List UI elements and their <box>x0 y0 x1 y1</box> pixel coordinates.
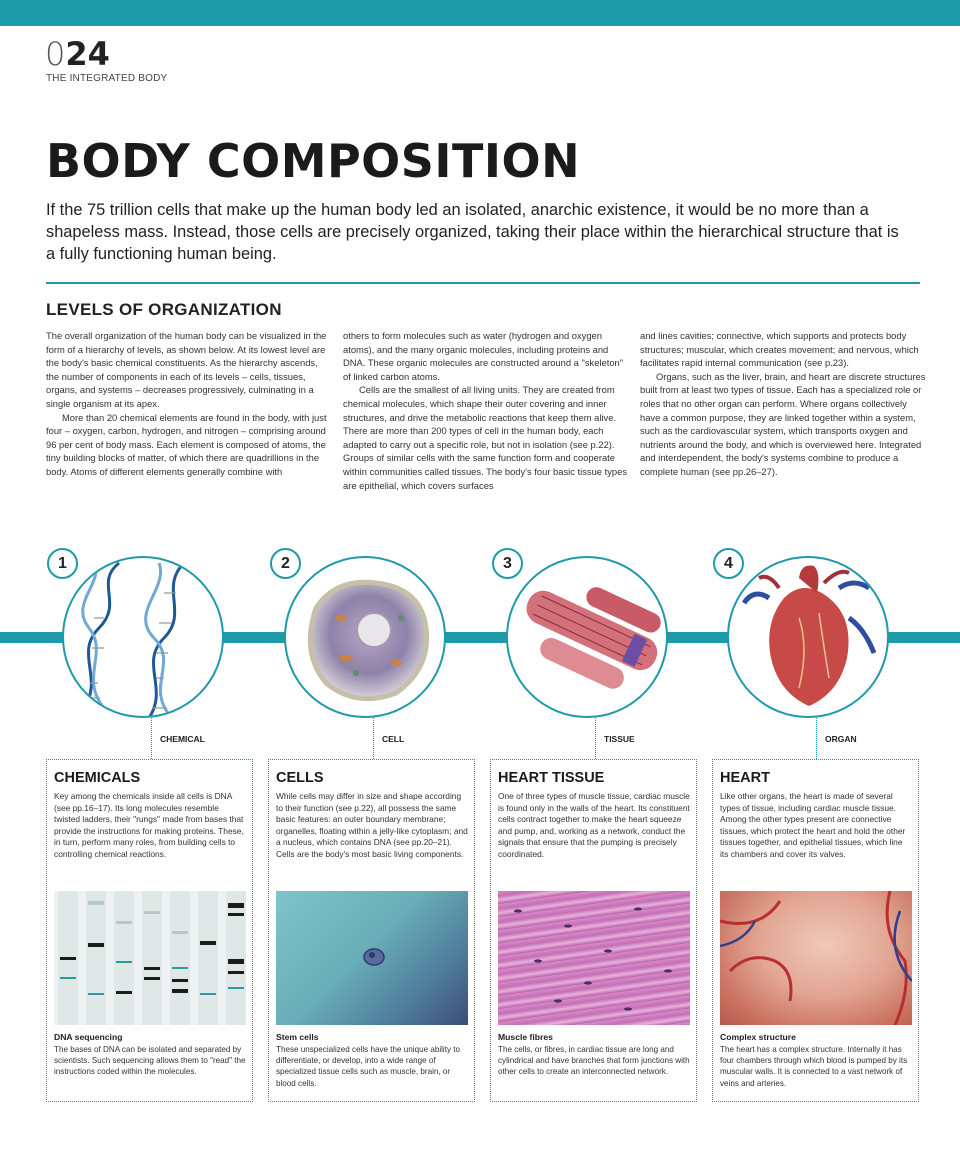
connector-line <box>595 718 596 759</box>
heart-structure-image <box>720 891 912 1025</box>
stage-number: 3 <box>492 548 523 579</box>
image-caption-title: DNA sequencing <box>54 1032 123 1042</box>
intro-paragraph: If the 75 trillion cells that make up the human body led an isolated, anarchic existence, it would be no more than a shapeless mass. Instead, those cells are precisely organized, taking their place within the hierarchical structure that is a fully functioning human being. <box>46 201 899 263</box>
card-body: Key among the chemicals inside all cells is DNA (see pp.16–17). Its long molecules resemble twisted ladders, their "rungs" made from bases that provide the instructions for making proteins. These, in turn, perform many roles, from building cells to controlling chemical reactions. <box>54 791 244 859</box>
stage-label: CHEMICAL <box>160 734 205 744</box>
cells-card <box>268 759 475 1102</box>
blood-vessels-icon <box>720 891 912 1025</box>
stage-number: 4 <box>713 548 744 579</box>
cell-icon <box>286 558 446 718</box>
heart-card <box>712 759 919 1102</box>
card-body: Like other organs, the heart is made of several types of tissue, including cardiac muscle tissue. Among the other types present are connective tissues, which protect the heart and hold the other tissues together, and epithelial tissues, which line its chambers and cover its valves. <box>720 791 906 859</box>
muscle-nuclei-icon <box>498 891 690 1025</box>
image-caption-title: Stem cells <box>276 1032 319 1042</box>
page-number-value: 24 <box>65 35 110 73</box>
text-column-2 <box>343 329 629 492</box>
card-body: One of three types of muscle tissue, cardiac muscle is found only in the walls of the heart. Its constituent cells contract together to make the heart squeeze and pump, and, working as a network, conduct the signals that ensure that the pumping is precisely coordinated. <box>498 791 690 859</box>
heart-icon <box>729 558 889 718</box>
image-caption: The bases of DNA can be isolated and separated by scientists. Such sequencing allows them to "read" the instructions coded within the molecules. <box>54 1045 246 1077</box>
dna-helix-icon <box>64 558 224 718</box>
card-title: CELLS <box>276 770 324 786</box>
cell-illustration <box>284 556 446 718</box>
card-title: CHEMICALS <box>54 770 141 786</box>
levels-heading: LEVELS OF ORGANIZATION <box>46 300 282 319</box>
top-accent-bar <box>0 0 960 26</box>
image-caption: The cells, or fibres, in cardiac tissue are long and cylindrical and have branches that form junctions with other cells to create an interconnected network. <box>498 1045 690 1077</box>
tissue-illustration <box>506 556 668 718</box>
stage-label: TISSUE <box>604 734 635 744</box>
stem-cell-icon <box>276 891 468 1025</box>
connector-line <box>816 718 817 759</box>
card-body: While cells may differ in size and shape according to their function (see p.22), all possess the same basic features: an outer boundary membrane; organelles, floating within a jelly-like cytoplasm; and a nucleus, which contains DNA (see pp.20–21). Cells are the body's most basic living components. <box>276 791 468 859</box>
stage-number: 1 <box>47 548 78 579</box>
stage-label: CELL <box>382 734 405 744</box>
image-caption: The heart has a complex structure. Internally it has four chambers through which blood is pumped by its muscular walls. It is connected to a vast network of veins and arteries. <box>720 1045 908 1088</box>
stem-cells-image <box>276 891 468 1025</box>
connector-line <box>151 718 152 759</box>
stage-label: ORGAN <box>825 734 857 744</box>
card-title: HEART TISSUE <box>498 770 605 786</box>
stage-number: 2 <box>270 548 301 579</box>
paragraph: Cells are the smallest of all living units. They are created from chemical molecules, which shape their outer covering and inner structures, and drive the metabolic reactions that keep them alive. There are more than 200 types of cell in the human body, each adapted to carry out a specific role, but not in isolation (see p.22). Groups of similar cells with the same function form and cooperate within communities called tissues. The body's four basic tissue types are epithelial, which covers surfaces <box>343 384 628 491</box>
section-label: THE INTEGRATED BODY <box>46 73 168 84</box>
page-number-prefix: 0 <box>45 35 66 73</box>
paragraph: others to form molecules such as water (hydrogen and oxygen atoms), and the many organic molecules, including proteins and DNA. These organic molecules are constructed around a "skeleton" of linked carbon atoms. <box>343 330 624 382</box>
paragraph: Organs, such as the liver, brain, and heart are discrete structures built from at least two types of tissue. Each has a specialized role or roles that no other organ can perform. Where organs collectively have a common purpose, they are linked together within a system, such as the cardiovascular system, which transports oxygen and nutrients around the body, and which is overviewed here. Integrated and interdependent, the body's systems combine to produce a complete human (see pp.26–27). <box>640 370 926 477</box>
page-number <box>45 35 110 73</box>
chemicals-card <box>46 759 253 1102</box>
image-caption-title: Complex structure <box>720 1032 796 1042</box>
paragraph: The overall organization of the human body can be visualized in the form of a hierarchy of levels, as shown below. At its lowest level are the body's basic chemical constituents. As the hierarchy ascends, the number of components in each of its levels – cells, tissues, organs, and systems – decreases progressively, culminating in a single organism at its apex. <box>46 330 327 409</box>
connector-line <box>373 718 374 759</box>
dna-sequencing-image <box>54 891 246 1025</box>
image-caption: These unspecialized cells have the unique ability to differentiate, or develop, into a wide range of specialized tissue cells such as muscle, brain, or blood cells. <box>276 1045 461 1088</box>
page-title: BODY COMPOSITION <box>46 134 581 188</box>
divider <box>46 282 920 284</box>
heart-tissue-card <box>490 759 697 1102</box>
organ-illustration <box>727 556 889 718</box>
muscle-fibre-icon <box>508 558 668 718</box>
text-column-1 <box>46 329 332 479</box>
text-column-3 <box>640 329 926 479</box>
chemical-illustration <box>62 556 224 718</box>
paragraph: and lines cavities; connective, which supports and protects body structures; muscular, which creates movement; and nervous, which facilitates rapid internal communication (see p.23). <box>640 330 919 369</box>
paragraph: More than 20 chemical elements are found in the body, with just four – oxygen, carbon, hydrogen, and nitrogen – comprising around 96 per cent of body mass. Each element is composed of atoms, the tiny building blocks of matter, of which there are quadrillions in the body. Atoms of different elements generally combine with <box>46 411 327 477</box>
card-title: HEART <box>720 770 770 786</box>
gel-lanes-icon <box>54 891 246 1025</box>
muscle-fibres-image <box>498 891 690 1025</box>
image-caption-title: Muscle fibres <box>498 1032 553 1042</box>
